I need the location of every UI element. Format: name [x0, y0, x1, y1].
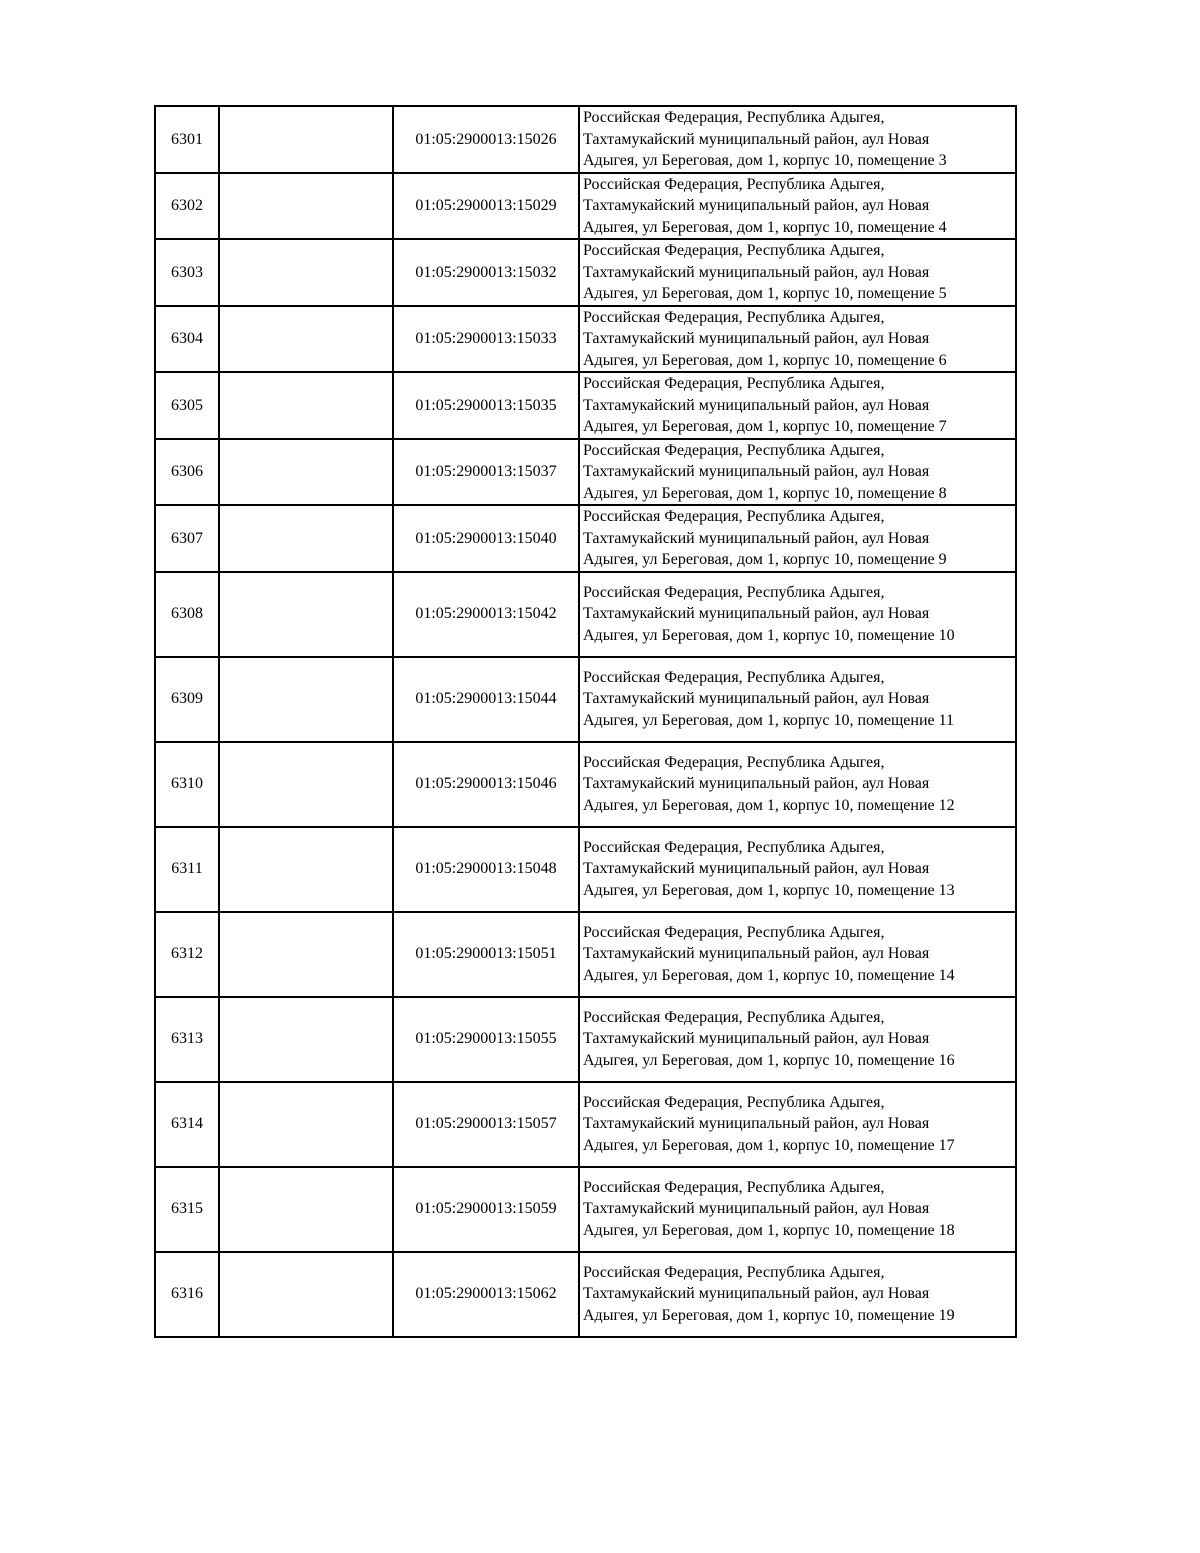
empty-cell	[219, 1167, 393, 1252]
cadastral-number-cell: 01:05:2900013:15040	[393, 505, 579, 572]
address-cell	[579, 505, 1016, 572]
table-row	[155, 505, 1016, 572]
empty-cell	[219, 742, 393, 827]
row-number-cell: 6307	[155, 505, 219, 572]
table-row	[155, 997, 1016, 1082]
cadastral-number-cell: 01:05:2900013:15026	[393, 106, 579, 173]
address-cell	[579, 372, 1016, 439]
registry-table-body	[155, 106, 1016, 1337]
cadastral-number-cell: 01:05:2900013:15032	[393, 239, 579, 306]
empty-cell	[219, 106, 393, 173]
address-line: Тахтамукайский муниципальный район, аул Новая	[583, 330, 930, 347]
address-line: Тахтамукайский муниципальный район, аул Новая	[583, 775, 930, 793]
address-line: Адыгея, ул Береговая, дом 1, корпус 10, помещение 10	[583, 626, 955, 644]
cadastral-number-cell: 01:05:2900013:15044	[393, 657, 579, 742]
row-number-cell: 6306	[155, 439, 219, 506]
address-line: Тахтамукайский муниципальный район, аул Новая	[583, 945, 930, 963]
empty-cell	[219, 505, 393, 572]
empty-cell	[219, 572, 393, 657]
address-line: Адыгея, ул Береговая, дом 1, корпус 10, помещение 13	[583, 881, 955, 899]
address-line: Адыгея, ул Береговая, дом 1, корпус 10, помещение 11	[583, 711, 955, 729]
table-row	[155, 173, 1016, 240]
row-number-cell: 6303	[155, 239, 219, 306]
cadastral-number-cell: 01:05:2900013:15029	[393, 173, 579, 240]
address-line: Тахтамукайский муниципальный район, аул Новая	[583, 396, 930, 414]
cadastral-number-cell: 01:05:2900013:15062	[393, 1252, 579, 1337]
address-line: Российская Федерация, Республика Адыгея,	[583, 1093, 885, 1111]
address-line: Адыгея, ул Береговая, дом 1, корпус 10, помещение 7	[583, 418, 947, 435]
address-line: Тахтамукайский муниципальный район, аул Новая	[583, 529, 930, 547]
address-line: Российская Федерация, Республика Адыгея,	[583, 838, 885, 856]
row-number-cell: 6316	[155, 1252, 219, 1337]
address-cell	[579, 439, 1016, 506]
address-line: Адыгея, ул Береговая, дом 1, корпус 10, помещение 14	[583, 966, 955, 984]
address-line: Адыгея, ул Береговая, дом 1, корпус 10, помещение 16	[583, 1051, 955, 1069]
address-cell	[579, 306, 1016, 373]
address-line: Российская Федерация, Республика Адыгея,	[583, 308, 885, 326]
empty-cell	[219, 306, 393, 373]
table-row	[155, 106, 1016, 173]
row-number-cell: 6311	[155, 827, 219, 912]
cadastral-number-cell: 01:05:2900013:15055	[393, 997, 579, 1082]
table-row	[155, 239, 1016, 306]
address-line: Адыгея, ул Береговая, дом 1, корпус 10, помещение 19	[583, 1306, 955, 1324]
property-registry-table	[154, 105, 1017, 1338]
row-number-cell: 6301	[155, 106, 219, 173]
address-line: Тахтамукайский муниципальный район, аул Новая	[583, 130, 930, 148]
cadastral-number-cell: 01:05:2900013:15042	[393, 572, 579, 657]
address-line: Адыгея, ул Береговая, дом 1, корпус 10, помещение 8	[583, 484, 947, 502]
address-line: Адыгея, ул Береговая, дом 1, корпус 10, помещение 4	[583, 218, 947, 236]
address-line: Российская Федерация, Республика Адыгея,	[583, 441, 885, 459]
table-row	[155, 1252, 1016, 1337]
address-cell	[579, 997, 1016, 1082]
address-line: Адыгея, ул Береговая, дом 1, корпус 10, помещение 3	[583, 152, 947, 169]
address-cell	[579, 106, 1016, 173]
address-line: Российская Федерация, Республика Адыгея,	[583, 1263, 885, 1281]
table-row	[155, 1167, 1016, 1252]
address-line: Тахтамукайский муниципальный район, аул Новая	[583, 197, 930, 214]
row-number-cell: 6310	[155, 742, 219, 827]
table-row	[155, 742, 1016, 827]
address-cell	[579, 1252, 1016, 1337]
address-line: Тахтамукайский муниципальный район, аул Новая	[583, 690, 930, 708]
table-row	[155, 657, 1016, 742]
address-cell	[579, 827, 1016, 912]
address-line: Российская Федерация, Республика Адыгея,	[583, 109, 885, 126]
address-line: Тахтамукайский муниципальный район, аул Новая	[583, 1285, 930, 1303]
row-number-cell: 6308	[155, 572, 219, 657]
address-line: Российская Федерация, Республика Адыгея,	[583, 242, 885, 259]
table-row	[155, 827, 1016, 912]
table-row	[155, 912, 1016, 997]
table-row	[155, 572, 1016, 657]
row-number-cell: 6304	[155, 306, 219, 373]
address-line: Адыгея, ул Береговая, дом 1, корпус 10, помещение 12	[583, 796, 955, 814]
address-cell	[579, 173, 1016, 240]
empty-cell	[219, 912, 393, 997]
cadastral-number-cell: 01:05:2900013:15037	[393, 439, 579, 506]
address-line: Тахтамукайский муниципальный район, аул Новая	[583, 605, 930, 623]
table-row	[155, 439, 1016, 506]
address-line: Адыгея, ул Береговая, дом 1, корпус 10, помещение 17	[583, 1136, 955, 1154]
empty-cell	[219, 1252, 393, 1337]
address-line: Российская Федерация, Республика Адыгея,	[583, 508, 885, 525]
address-line: Российская Федерация, Республика Адыгея,	[583, 923, 885, 941]
address-cell	[579, 239, 1016, 306]
cadastral-number-cell: 01:05:2900013:15046	[393, 742, 579, 827]
address-line: Тахтамукайский муниципальный район, аул Новая	[583, 860, 930, 878]
table-row	[155, 1082, 1016, 1167]
empty-cell	[219, 173, 393, 240]
address-line: Российская Федерация, Республика Адыгея,	[583, 583, 885, 601]
empty-cell	[219, 1082, 393, 1167]
address-line: Российская Федерация, Республика Адыгея,	[583, 1008, 885, 1026]
table-row	[155, 372, 1016, 439]
address-cell	[579, 1167, 1016, 1252]
address-line: Тахтамукайский муниципальный район, аул Новая	[583, 1030, 930, 1048]
address-line: Адыгея, ул Береговая, дом 1, корпус 10, помещение 5	[583, 285, 947, 302]
address-line: Адыгея, ул Береговая, дом 1, корпус 10, помещение 9	[583, 551, 947, 568]
address-line: Российская Федерация, Республика Адыгея,	[583, 375, 885, 392]
row-number-cell: 6313	[155, 997, 219, 1082]
row-number-cell: 6312	[155, 912, 219, 997]
address-line: Тахтамукайский муниципальный район, аул Новая	[583, 263, 930, 281]
table-row	[155, 306, 1016, 373]
address-line: Российская Федерация, Республика Адыгея,	[583, 753, 885, 771]
empty-cell	[219, 827, 393, 912]
empty-cell	[219, 439, 393, 506]
address-line: Тахтамукайский муниципальный район, аул Новая	[583, 1200, 930, 1218]
cadastral-number-cell: 01:05:2900013:15033	[393, 306, 579, 373]
cadastral-number-cell: 01:05:2900013:15057	[393, 1082, 579, 1167]
empty-cell	[219, 657, 393, 742]
empty-cell	[219, 997, 393, 1082]
row-number-cell: 6305	[155, 372, 219, 439]
address-line: Российская Федерация, Республика Адыгея,	[583, 1178, 885, 1196]
row-number-cell: 6315	[155, 1167, 219, 1252]
address-line: Российская Федерация, Республика Адыгея,	[583, 175, 885, 193]
cadastral-number-cell: 01:05:2900013:15059	[393, 1167, 579, 1252]
address-cell	[579, 657, 1016, 742]
address-cell	[579, 742, 1016, 827]
address-line: Тахтамукайский муниципальный район, аул Новая	[583, 1115, 930, 1133]
row-number-cell: 6309	[155, 657, 219, 742]
empty-cell	[219, 372, 393, 439]
cadastral-number-cell: 01:05:2900013:15048	[393, 827, 579, 912]
cadastral-number-cell: 01:05:2900013:15035	[393, 372, 579, 439]
row-number-cell: 6314	[155, 1082, 219, 1167]
cadastral-number-cell: 01:05:2900013:15051	[393, 912, 579, 997]
address-cell	[579, 912, 1016, 997]
empty-cell	[219, 239, 393, 306]
address-cell	[579, 572, 1016, 657]
address-line: Адыгея, ул Береговая, дом 1, корпус 10, помещение 18	[583, 1221, 955, 1239]
address-line: Адыгея, ул Береговая, дом 1, корпус 10, помещение 6	[583, 351, 947, 369]
address-cell	[579, 1082, 1016, 1167]
row-number-cell: 6302	[155, 173, 219, 240]
address-line: Тахтамукайский муниципальный район, аул Новая	[583, 463, 930, 480]
address-line: Российская Федерация, Республика Адыгея,	[583, 668, 885, 686]
